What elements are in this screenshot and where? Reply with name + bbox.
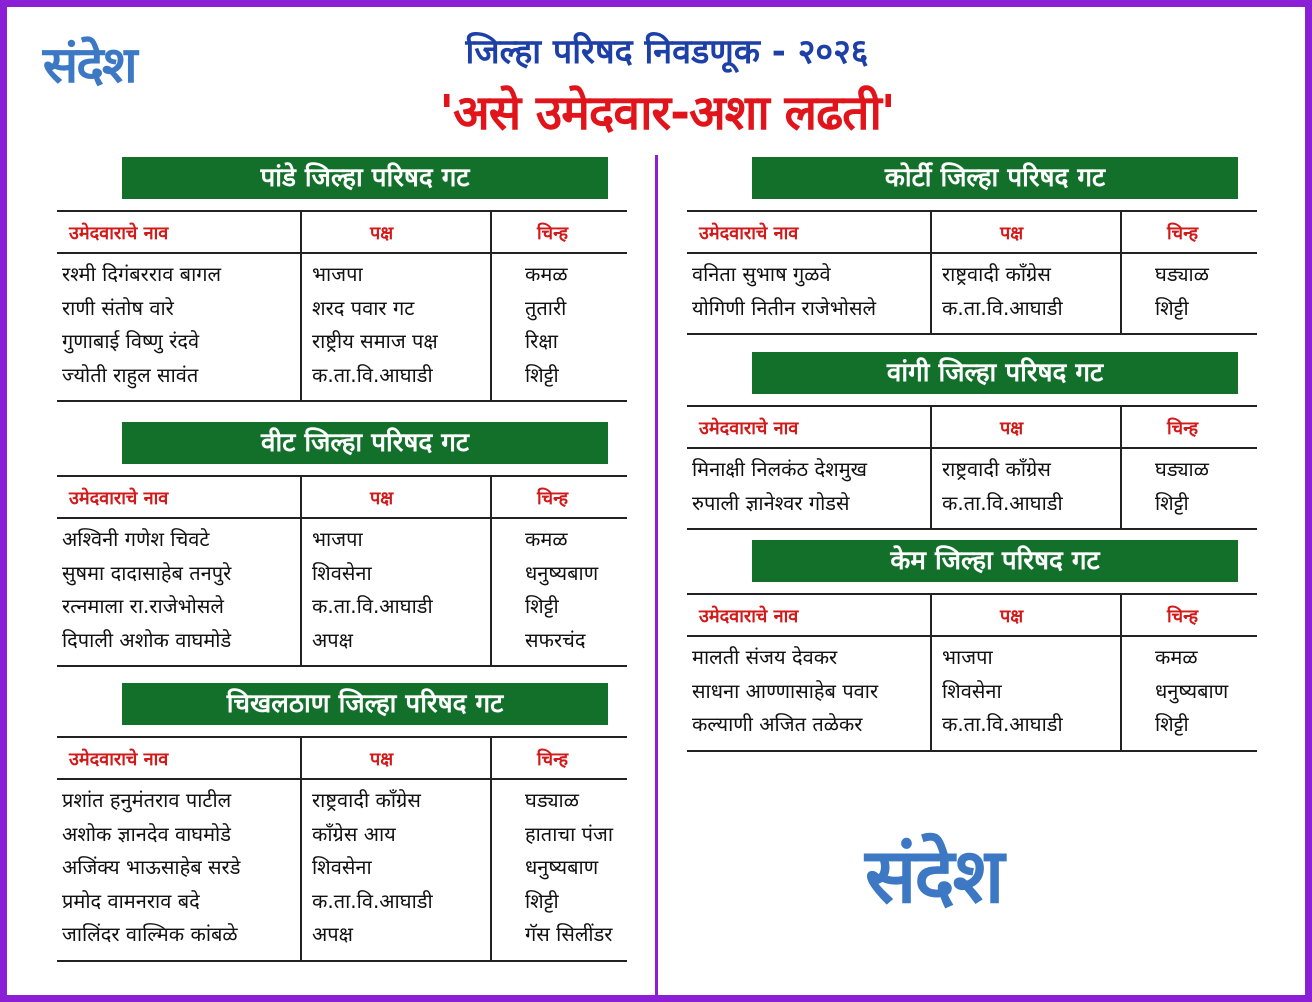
candidate-party: भाजपा bbox=[942, 645, 993, 669]
candidate-symbol: घड्याळ bbox=[1155, 262, 1209, 286]
candidate-name: वनिता सुभाष गुळवे bbox=[692, 262, 831, 286]
header-candidate-name: उमेदवाराचे नाव bbox=[699, 418, 799, 439]
candidate-party: अपक्ष bbox=[312, 922, 353, 946]
candidate-symbol: रिक्षा bbox=[525, 329, 558, 353]
candidate-symbol: घड्याळ bbox=[1155, 457, 1209, 481]
column-rule bbox=[1120, 593, 1122, 750]
header-candidate-name: उमेदवाराचे नाव bbox=[69, 488, 169, 509]
candidate-symbol: कमळ bbox=[1155, 645, 1198, 669]
candidate-name: राणी संतोष वारे bbox=[62, 295, 174, 320]
column-rule bbox=[930, 405, 932, 528]
page-subtitle: 'असे उमेदवार-अशा लढती' bbox=[439, 85, 895, 141]
column-rule bbox=[1120, 405, 1122, 528]
sandesh-logo-top: संदेश bbox=[42, 36, 136, 94]
table-rule bbox=[57, 517, 627, 519]
candidate-symbol: शिट्टी bbox=[1155, 712, 1189, 736]
candidate-name: रश्मी दिगंबरराव बागल bbox=[62, 262, 222, 286]
candidate-name: रत्नमाला रा.राजेभोसले bbox=[62, 594, 224, 618]
candidate-symbol: गॅस सिलींडर bbox=[525, 922, 613, 946]
header-party: पक्ष bbox=[1000, 223, 1024, 244]
column-rule bbox=[1120, 210, 1122, 333]
candidate-symbol: हाताचा पंजा bbox=[525, 821, 613, 846]
candidate-symbol: कमळ bbox=[525, 262, 568, 286]
column-rule bbox=[300, 475, 302, 665]
section-title: वांगी जिल्हा परिषद गट bbox=[752, 352, 1238, 394]
candidate-party: शिवसेना bbox=[942, 678, 1002, 703]
candidate-party: शिवसेना bbox=[312, 855, 372, 879]
section-title: वीट जिल्हा परिषद गट bbox=[122, 422, 608, 464]
header-candidate-name: उमेदवाराचे नाव bbox=[699, 606, 799, 627]
candidate-party: राष्ट्रवादी कॉंग्रेस bbox=[312, 788, 421, 812]
column-rule bbox=[300, 210, 302, 400]
header-symbol: चिन्ह bbox=[1167, 418, 1199, 439]
candidate-name: साधना आण्णासाहेब पवार bbox=[692, 678, 879, 703]
table-rule bbox=[57, 665, 627, 667]
candidate-symbol: घड्याळ bbox=[525, 788, 579, 812]
candidate-name: गुणाबाई विष्णु रंदवे bbox=[62, 329, 200, 353]
header-party: पक्ष bbox=[1000, 418, 1024, 439]
table-rule bbox=[687, 750, 1257, 752]
table-rule bbox=[687, 635, 1257, 637]
candidate-name: अजिंक्य भाऊसाहेब सरडे bbox=[62, 855, 241, 879]
candidate-name: अशोक ज्ञानदेव वाघमोडे bbox=[62, 821, 231, 846]
candidate-symbol: धनुष्यबाण bbox=[525, 855, 599, 879]
candidate-party: राष्ट्रवादी कॉंग्रेस bbox=[942, 457, 1051, 481]
page bbox=[7, 7, 1305, 995]
candidate-symbol: धनुष्यबाण bbox=[525, 560, 599, 585]
candidate-party: राष्ट्रवादी कॉंग्रेस bbox=[942, 262, 1051, 286]
candidate-symbol: तुतारी bbox=[525, 295, 567, 320]
candidate-symbol: शिट्टी bbox=[525, 362, 559, 387]
candidate-party: क.ता.वि.आघाडी bbox=[312, 888, 433, 913]
header-symbol: चिन्ह bbox=[537, 223, 569, 244]
header-candidate-name: उमेदवाराचे नाव bbox=[69, 749, 169, 770]
header-symbol: चिन्ह bbox=[537, 749, 569, 770]
column-rule bbox=[490, 210, 492, 400]
candidate-name: प्रमोद वामनराव बदे bbox=[62, 888, 200, 913]
table-rule bbox=[687, 405, 1257, 407]
candidate-name: प्रशांत हनुमंतराव पाटील bbox=[62, 788, 232, 812]
candidate-party: शिवसेना bbox=[312, 560, 372, 585]
candidate-name: दिपाली अशोक वाघमोडे bbox=[62, 627, 232, 652]
candidate-symbol: सफरचंद bbox=[525, 627, 586, 652]
candidate-party: राष्ट्रीय समाज पक्ष bbox=[312, 329, 438, 353]
candidate-party: क.ता.वि.आघाडी bbox=[942, 295, 1063, 320]
header-candidate-name: उमेदवाराचे नाव bbox=[699, 223, 799, 244]
candidate-name: रुपाली ज्ञानेश्वर गोडसे bbox=[692, 490, 850, 515]
sandesh-logo-bottom: संदेश bbox=[865, 831, 1003, 920]
candidate-name: अश्विनी गणेश चिवटे bbox=[62, 527, 210, 551]
candidate-symbol: कमळ bbox=[525, 527, 568, 551]
table-rule bbox=[687, 528, 1257, 530]
table-rule bbox=[57, 252, 627, 254]
table-rule bbox=[687, 593, 1257, 595]
candidate-symbol: धनुष्यबाण bbox=[1155, 678, 1229, 703]
candidate-symbol: शिट्टी bbox=[525, 888, 559, 913]
candidate-name: ज्योती राहुल सावंत bbox=[62, 362, 199, 387]
table-rule bbox=[57, 778, 627, 780]
candidate-symbol: शिट्टी bbox=[525, 594, 559, 618]
candidate-party: क.ता.वि.आघाडी bbox=[312, 362, 433, 387]
header-symbol: चिन्ह bbox=[1167, 223, 1199, 244]
table-rule bbox=[687, 252, 1257, 254]
table-rule bbox=[57, 960, 627, 962]
candidate-name: सुषमा दादासाहेब तनपुरे bbox=[62, 560, 232, 585]
header-party: पक्ष bbox=[370, 488, 394, 509]
header-symbol: चिन्ह bbox=[537, 488, 569, 509]
page-title: जिल्हा परिषद निवडणूक - २०२६ bbox=[465, 32, 869, 72]
candidate-party: क.ता.वि.आघाडी bbox=[312, 594, 433, 618]
candidate-party: क.ता.वि.आघाडी bbox=[942, 712, 1063, 736]
table-rule bbox=[57, 475, 627, 477]
table-rule bbox=[57, 210, 627, 212]
section-title: चिखलठाण जिल्हा परिषद गट bbox=[122, 683, 608, 725]
candidate-party: क.ता.वि.आघाडी bbox=[942, 490, 1063, 515]
column-rule bbox=[930, 593, 932, 750]
column-rule bbox=[490, 736, 492, 960]
table-rule bbox=[687, 447, 1257, 449]
header-party: पक्ष bbox=[1000, 606, 1024, 627]
section-title: कोर्टी जिल्हा परिषद गट bbox=[752, 157, 1238, 199]
header-party: पक्ष bbox=[370, 749, 394, 770]
section-title: पांडे जिल्हा परिषद गट bbox=[122, 157, 608, 199]
table-rule bbox=[687, 333, 1257, 335]
candidate-party: भाजपा bbox=[312, 262, 363, 286]
candidate-name: कल्याणी अजित तळेकर bbox=[692, 712, 863, 736]
candidate-name: जालिंदर वाल्मिक कांबळे bbox=[62, 922, 238, 946]
candidate-party: कॉंग्रेस आय bbox=[312, 821, 396, 846]
candidate-symbol: शिट्टी bbox=[1155, 295, 1189, 320]
table-rule bbox=[57, 400, 627, 402]
table-rule bbox=[57, 736, 627, 738]
candidate-party: शरद पवार गट bbox=[312, 295, 415, 320]
header-symbol: चिन्ह bbox=[1167, 606, 1199, 627]
header-candidate-name: उमेदवाराचे नाव bbox=[69, 223, 169, 244]
candidate-name: मिनाक्षी निलकंठ देशमुख bbox=[692, 457, 868, 481]
section-title: केम जिल्हा परिषद गट bbox=[752, 540, 1238, 582]
header-party: पक्ष bbox=[370, 223, 394, 244]
table-rule bbox=[687, 210, 1257, 212]
candidate-name: मालती संजय देवकर bbox=[692, 645, 838, 669]
candidate-party: अपक्ष bbox=[312, 627, 353, 652]
column-divider bbox=[655, 155, 658, 995]
column-rule bbox=[930, 210, 932, 333]
column-rule bbox=[300, 736, 302, 960]
candidate-party: भाजपा bbox=[312, 527, 363, 551]
column-rule bbox=[490, 475, 492, 665]
candidate-name: योगिणी नितीन राजेभोसले bbox=[692, 295, 877, 320]
candidate-symbol: शिट्टी bbox=[1155, 490, 1189, 515]
